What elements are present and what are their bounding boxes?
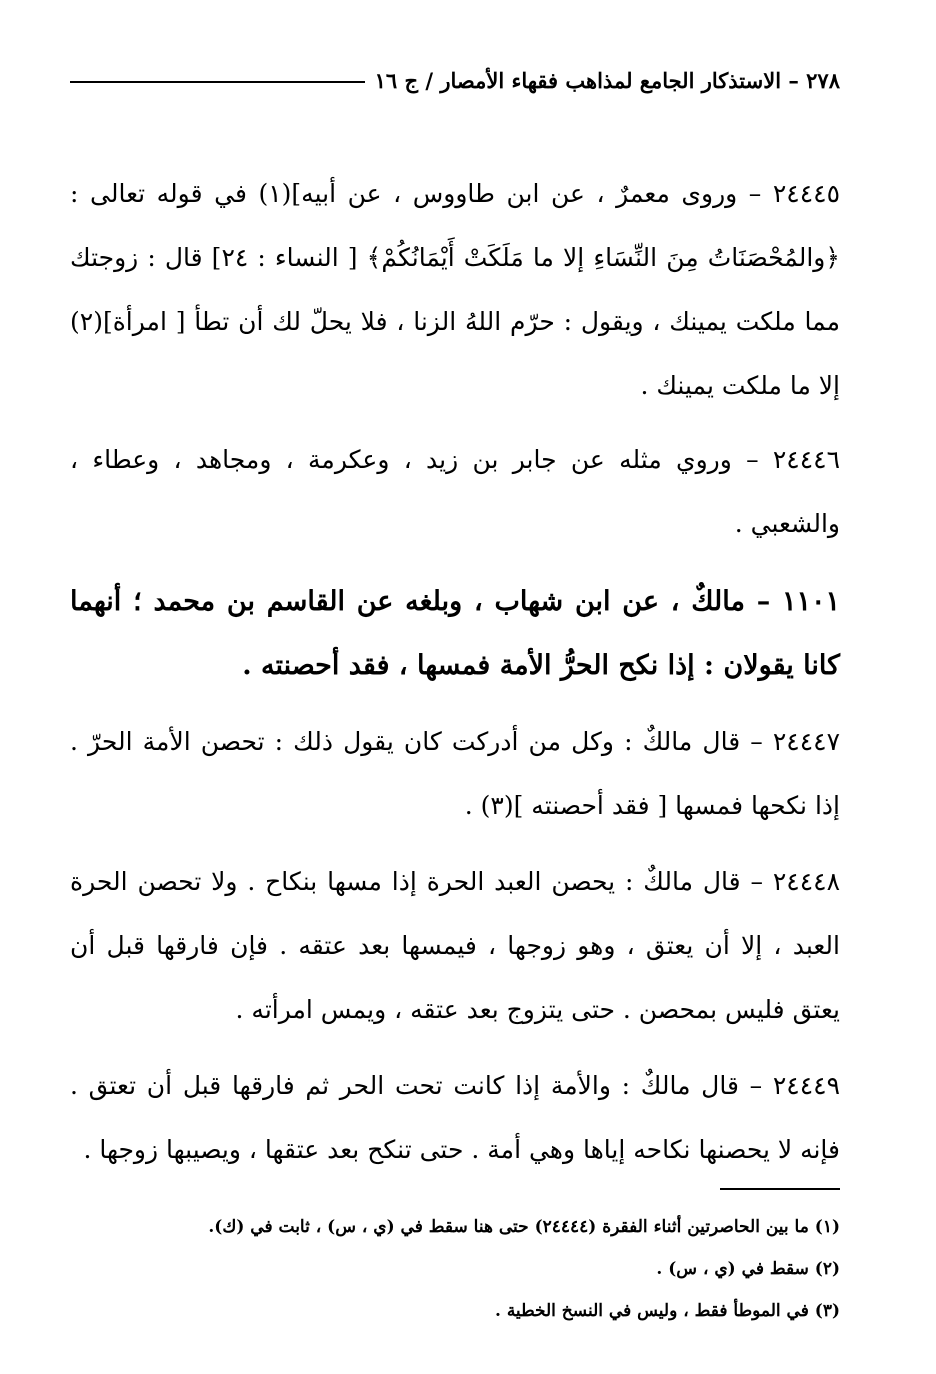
paragraph-24448: ٢٤٤٤٨ – قال مالكٌ : يحصن العبد الحرة إذا مسها بنكاح . ولا تحصن الحرة العبد ، إلا أن يعتق ، وهو زوجها ، فيمسها بعد عتقه . فإن فارقها قبل أن يعتق فليس بمحصن . حتى يتزوج بعد عتقه ، ويمس امرأته . — [70, 867, 840, 1024]
paragraph-24445: ٢٤٤٤٥ – وروى معمرٌ ، عن ابن طاووس ، عن أبيه](١) في قوله تعالى : ﴿والمُحْصَنَاتُ مِنَ النِّسَاءِ إلا ما مَلَكَتْ أَيْمَانُكُمْ﴾ [ النساء : ٢٤] قال : زوجتك مما ملكت يمينك ، ويقول : حرّم اللهُ الزنا ، فلا يحلّ لك أن تطأ [ امرأة](٢) إلا ما ملكت يمينك . — [70, 179, 840, 400]
footnote-3: (٣) في الموطأ فقط ، وليس في النسخ الخطية . — [494, 1301, 840, 1321]
paragraph-1101: ١١٠١ – مالكٌ ، عن ابن شهاب ، وبلغه عن القاسم بن محمد ؛ أنهما كانا يقولان : إذا نكح الحرُّ الأمة فمسها ، فقد أحصنته . — [70, 586, 840, 681]
footnotes — [70, 1206, 840, 1332]
paragraph-24449: ٢٤٤٤٩ – قال مالكٌ : والأمة إذا كانت تحت الحر ثم فارقها قبل أن تعتق . فإنه لا يحصنها نكاحه إياها وهي أمة . حتى تنكح بعد عتقها ، ويصيبها زوجها . — [70, 1071, 840, 1164]
running-header — [70, 60, 840, 100]
header-text: ٢٧٨ – الاستذكار الجامع لمذاهب فقهاء الأمصار / ج ١٦ — [374, 67, 840, 93]
header-rule — [70, 81, 365, 83]
page — [70, 60, 840, 1332]
footnote-1: (١) ما بين الحاصرتين أثناء الفقرة (٢٤٤٤٤) حتى هنا سقط في (ي ، س) ، ثابت في (ك). — [208, 1217, 840, 1237]
paragraph-24447: ٢٤٤٤٧ – قال مالكٌ : وكل من أدركت كان يقول ذلك : تحصن الأمة الحرّ . إذا نكحها فمسها [ فقد أحصنته ](٣) . — [70, 727, 840, 820]
footnote-2: (٢) سقط في (ي ، س) . — [656, 1259, 840, 1279]
paragraph-24446: ٢٤٤٤٦ – وروي مثله عن جابر بن زيد ، وعكرمة ، ومجاهد ، وعطاء ، والشعبي . — [70, 445, 840, 538]
footnote-rule — [720, 1188, 840, 1190]
